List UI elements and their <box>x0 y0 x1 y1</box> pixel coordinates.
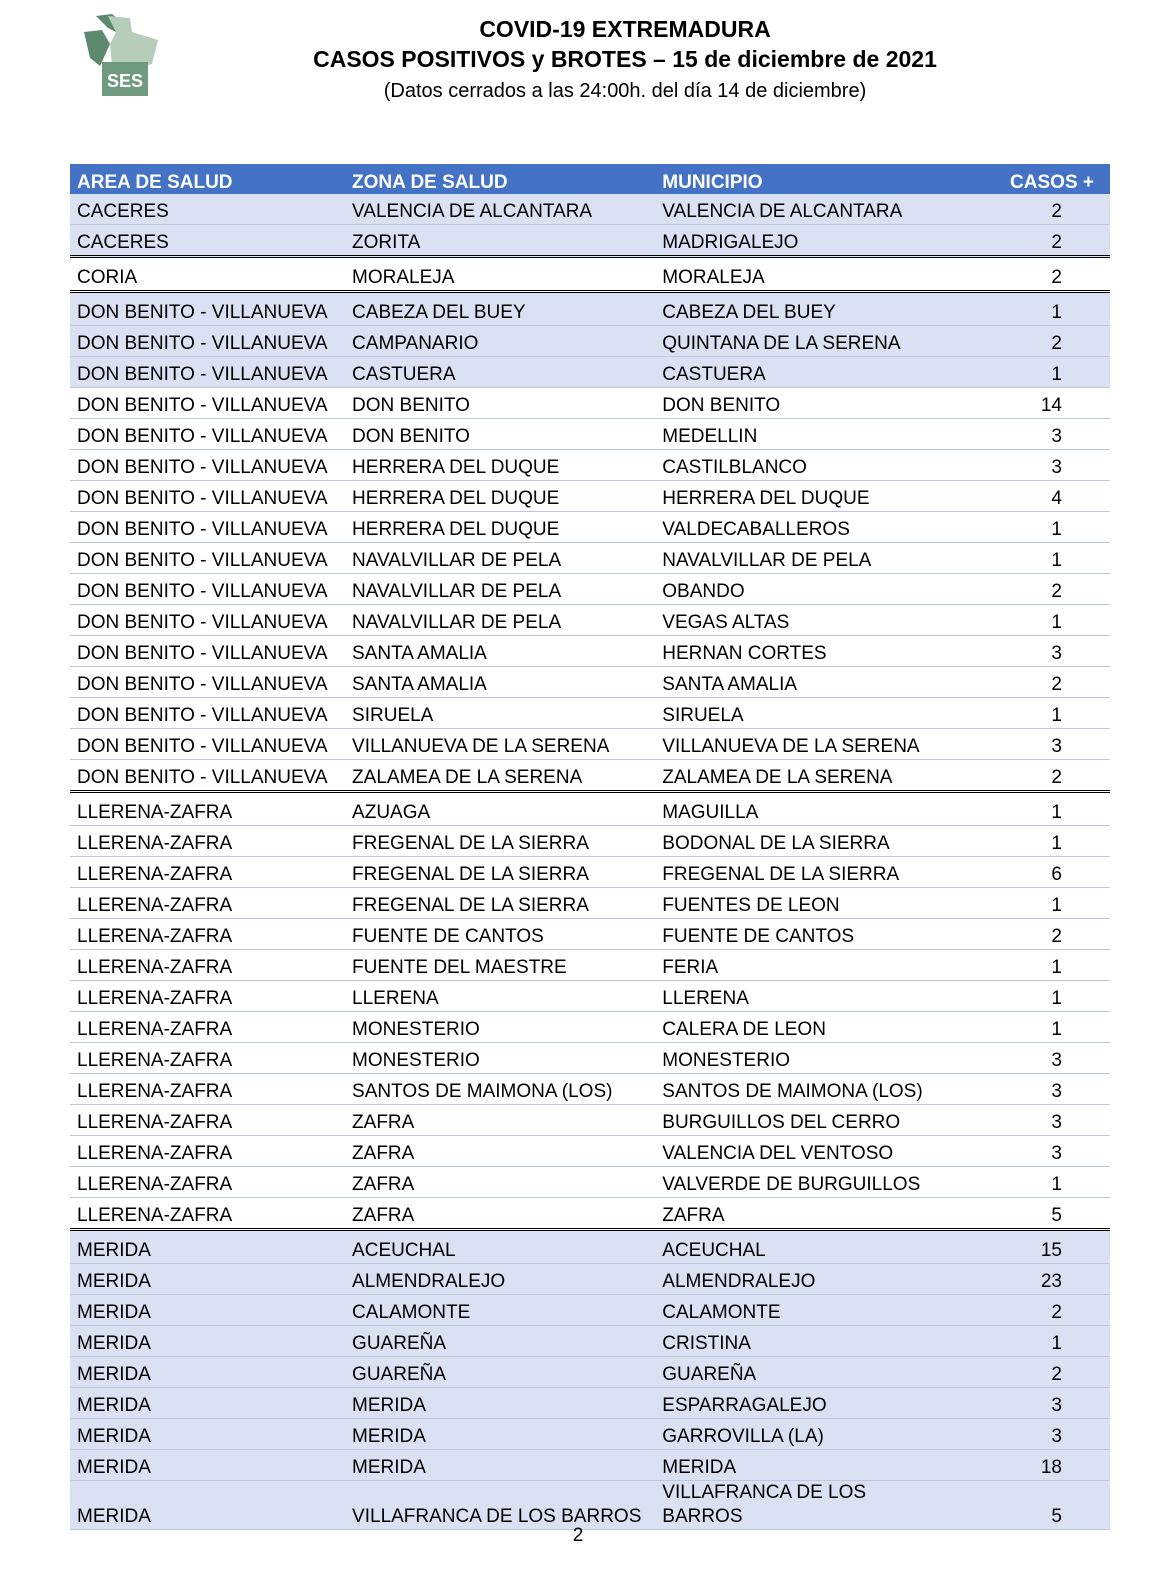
table-row <box>70 225 1110 257</box>
cell-municipio: ACEUCHAL <box>655 1230 945 1264</box>
table-row <box>70 1450 1110 1481</box>
cell-municipio: HERNAN CORTES <box>655 636 945 667</box>
table-row <box>70 1012 1110 1043</box>
page-subtitle: CASOS POSITIVOS y BROTES – 15 de diciembre de 2021 <box>313 46 937 72</box>
column-header-zona: ZONA DE SALUD <box>345 164 655 194</box>
cell-casos: 1 <box>945 981 1110 1012</box>
page-title: COVID-19 EXTREMADURA <box>479 16 771 42</box>
cell-casos: 2 <box>945 760 1110 792</box>
table-row <box>70 792 1110 826</box>
cell-zona: NAVALVILLAR DE PELA <box>345 543 655 574</box>
cell-area: DON BENITO - VILLANUEVA <box>70 419 345 450</box>
table-row <box>70 257 1110 292</box>
cell-casos: 15 <box>945 1230 1110 1264</box>
cell-casos: 3 <box>945 450 1110 481</box>
table-row <box>70 1264 1110 1295</box>
cell-municipio: MONESTERIO <box>655 1043 945 1074</box>
cell-zona: CASTUERA <box>345 357 655 388</box>
cell-area: MERIDA <box>70 1295 345 1326</box>
cell-area: LLERENA-ZAFRA <box>70 1105 345 1136</box>
cell-area: MERIDA <box>70 1357 345 1388</box>
table-row <box>70 512 1110 543</box>
cell-municipio: BODONAL DE LA SIERRA <box>655 826 945 857</box>
table-row <box>70 981 1110 1012</box>
column-header-municipio: MUNICIPIO <box>655 164 945 194</box>
table-row <box>70 1167 1110 1198</box>
cell-casos: 2 <box>945 225 1110 257</box>
cell-casos: 2 <box>945 1295 1110 1326</box>
cell-area: DON BENITO - VILLANUEVA <box>70 543 345 574</box>
cell-casos: 4 <box>945 481 1110 512</box>
table-row <box>70 1105 1110 1136</box>
cell-zona: SANTA AMALIA <box>345 636 655 667</box>
table-row <box>70 292 1110 326</box>
cell-casos: 1 <box>945 357 1110 388</box>
column-header-casos: CASOS + <box>945 164 1110 194</box>
cell-municipio: VALVERDE DE BURGUILLOS <box>655 1167 945 1198</box>
cell-zona: FUENTE DEL MAESTRE <box>345 950 655 981</box>
cell-area: DON BENITO - VILLANUEVA <box>70 388 345 419</box>
cell-area: LLERENA-ZAFRA <box>70 950 345 981</box>
cell-municipio: FREGENAL DE LA SIERRA <box>655 857 945 888</box>
cell-casos: 1 <box>945 698 1110 729</box>
cases-table <box>70 164 1110 1530</box>
cell-area: DON BENITO - VILLANUEVA <box>70 357 345 388</box>
cell-area: MERIDA <box>70 1388 345 1419</box>
table-row <box>70 1388 1110 1419</box>
cell-area: LLERENA-ZAFRA <box>70 888 345 919</box>
cell-casos: 1 <box>945 792 1110 826</box>
cell-casos: 1 <box>945 605 1110 636</box>
cell-municipio: LLERENA <box>655 981 945 1012</box>
cell-zona: DON BENITO <box>345 419 655 450</box>
table-row <box>70 1419 1110 1450</box>
cell-municipio: FUENTES DE LEON <box>655 888 945 919</box>
cell-casos: 1 <box>945 888 1110 919</box>
cell-zona: HERRERA DEL DUQUE <box>345 512 655 543</box>
table-row <box>70 729 1110 760</box>
cell-casos: 2 <box>945 257 1110 292</box>
cell-casos: 3 <box>945 419 1110 450</box>
cell-area: CORIA <box>70 257 345 292</box>
cell-area: MERIDA <box>70 1230 345 1264</box>
cell-municipio: MADRIGALEJO <box>655 225 945 257</box>
cell-zona: CABEZA DEL BUEY <box>345 292 655 326</box>
cell-area: LLERENA-ZAFRA <box>70 981 345 1012</box>
cell-casos: 1 <box>945 1167 1110 1198</box>
cell-zona: ZAFRA <box>345 1198 655 1230</box>
cell-municipio: ESPARRAGALEJO <box>655 1388 945 1419</box>
cell-casos: 2 <box>945 326 1110 357</box>
cell-casos: 3 <box>945 1074 1110 1105</box>
table-row <box>70 357 1110 388</box>
table-row <box>70 888 1110 919</box>
cell-municipio: CASTILBLANCO <box>655 450 945 481</box>
cell-area: DON BENITO - VILLANUEVA <box>70 481 345 512</box>
cell-municipio: CABEZA DEL BUEY <box>655 292 945 326</box>
cell-area: MERIDA <box>70 1450 345 1481</box>
cell-area: DON BENITO - VILLANUEVA <box>70 292 345 326</box>
logo-shape-light <box>108 16 158 70</box>
cell-zona: SIRUELA <box>345 698 655 729</box>
cell-municipio: QUINTANA DE LA SERENA <box>655 326 945 357</box>
cell-area: MERIDA <box>70 1264 345 1295</box>
cell-zona: HERRERA DEL DUQUE <box>345 481 655 512</box>
cell-casos: 2 <box>945 1357 1110 1388</box>
cell-zona: VALENCIA DE ALCANTARA <box>345 194 655 225</box>
cell-zona: VILLANUEVA DE LA SERENA <box>345 729 655 760</box>
cell-municipio: VALENCIA DE ALCANTARA <box>655 194 945 225</box>
cell-area: LLERENA-ZAFRA <box>70 792 345 826</box>
cell-municipio: OBANDO <box>655 574 945 605</box>
page-number: 2 <box>572 1525 584 1546</box>
cell-zona: GUAREÑA <box>345 1357 655 1388</box>
cell-zona: DON BENITO <box>345 388 655 419</box>
cell-casos: 1 <box>945 1326 1110 1357</box>
cell-area: DON BENITO - VILLANUEVA <box>70 729 345 760</box>
cell-zona: GUAREÑA <box>345 1326 655 1357</box>
cell-zona: SANTOS DE MAIMONA (LOS) <box>345 1074 655 1105</box>
cell-area: CACERES <box>70 194 345 225</box>
table-row <box>70 574 1110 605</box>
cell-casos: 1 <box>945 543 1110 574</box>
cell-zona: ZAFRA <box>345 1105 655 1136</box>
cell-area: MERIDA <box>70 1419 345 1450</box>
cell-area: DON BENITO - VILLANUEVA <box>70 574 345 605</box>
cell-zona: ACEUCHAL <box>345 1230 655 1264</box>
cell-municipio: CRISTINA <box>655 1326 945 1357</box>
cell-casos: 5 <box>945 1198 1110 1230</box>
logo-shape-dark-left <box>84 30 110 66</box>
logo-text: SES <box>106 71 144 91</box>
cell-municipio: ZALAMEA DE LA SERENA <box>655 760 945 792</box>
cell-municipio: VALENCIA DEL VENTOSO <box>655 1136 945 1167</box>
cell-area: CACERES <box>70 225 345 257</box>
cell-zona: MONESTERIO <box>345 1012 655 1043</box>
table-row <box>70 919 1110 950</box>
cell-zona: CALAMONTE <box>345 1295 655 1326</box>
cell-casos: 5 <box>945 1481 1110 1530</box>
table-row <box>70 1230 1110 1264</box>
cell-area: LLERENA-ZAFRA <box>70 826 345 857</box>
ses-logo-graphic <box>82 14 162 100</box>
cell-municipio: ALMENDRALEJO <box>655 1264 945 1295</box>
cell-casos: 2 <box>945 194 1110 225</box>
table-row <box>70 1326 1110 1357</box>
table-header-row <box>70 164 1110 194</box>
table-row <box>70 636 1110 667</box>
cell-municipio: MEDELLIN <box>655 419 945 450</box>
cell-zona: CAMPANARIO <box>345 326 655 357</box>
cell-casos: 18 <box>945 1450 1110 1481</box>
cell-casos: 14 <box>945 388 1110 419</box>
table-row <box>70 667 1110 698</box>
cell-municipio: FERIA <box>655 950 945 981</box>
cell-area: LLERENA-ZAFRA <box>70 1167 345 1198</box>
cell-municipio: CASTUERA <box>655 357 945 388</box>
table-row <box>70 1481 1110 1530</box>
table-row <box>70 857 1110 888</box>
cell-area: LLERENA-ZAFRA <box>70 857 345 888</box>
cell-area: LLERENA-ZAFRA <box>70 1074 345 1105</box>
cell-area: DON BENITO - VILLANUEVA <box>70 450 345 481</box>
cell-zona: NAVALVILLAR DE PELA <box>345 574 655 605</box>
cell-area: DON BENITO - VILLANUEVA <box>70 698 345 729</box>
cell-municipio: GUAREÑA <box>655 1357 945 1388</box>
table-row <box>70 826 1110 857</box>
cell-zona: MORALEJA <box>345 257 655 292</box>
cell-municipio: BURGUILLOS DEL CERRO <box>655 1105 945 1136</box>
table-row <box>70 1198 1110 1230</box>
cell-area: DON BENITO - VILLANUEVA <box>70 605 345 636</box>
ses-logo <box>82 14 162 100</box>
table-row <box>70 1295 1110 1326</box>
cell-zona: ZAFRA <box>345 1167 655 1198</box>
cell-area: DON BENITO - VILLANUEVA <box>70 636 345 667</box>
cell-area: DON BENITO - VILLANUEVA <box>70 512 345 543</box>
cell-municipio: VILLANUEVA DE LA SERENA <box>655 729 945 760</box>
table-row <box>70 450 1110 481</box>
cell-municipio: FUENTE DE CANTOS <box>655 919 945 950</box>
cell-casos: 2 <box>945 919 1110 950</box>
cell-casos: 1 <box>945 292 1110 326</box>
cell-casos: 6 <box>945 857 1110 888</box>
cell-zona: LLERENA <box>345 981 655 1012</box>
cell-zona: FREGENAL DE LA SIERRA <box>345 857 655 888</box>
table-body <box>70 194 1110 1530</box>
cell-area: DON BENITO - VILLANUEVA <box>70 326 345 357</box>
table-row <box>70 950 1110 981</box>
cell-zona: NAVALVILLAR DE PELA <box>345 605 655 636</box>
table-row <box>70 1357 1110 1388</box>
cell-municipio: VILLAFRANCA DE LOS BARROS <box>655 1481 945 1530</box>
cell-casos: 3 <box>945 729 1110 760</box>
cell-municipio: CALAMONTE <box>655 1295 945 1326</box>
cell-casos: 3 <box>945 636 1110 667</box>
table-row <box>70 760 1110 792</box>
cell-zona: MERIDA <box>345 1388 655 1419</box>
cell-municipio: MERIDA <box>655 1450 945 1481</box>
cell-zona: SANTA AMALIA <box>345 667 655 698</box>
cell-zona: FUENTE DE CANTOS <box>345 919 655 950</box>
cell-casos: 1 <box>945 826 1110 857</box>
cell-casos: 1 <box>945 1012 1110 1043</box>
column-header-area: AREA DE SALUD <box>70 164 345 194</box>
cell-casos: 2 <box>945 667 1110 698</box>
cell-area: LLERENA-ZAFRA <box>70 1136 345 1167</box>
table-row <box>70 605 1110 636</box>
cell-casos: 2 <box>945 574 1110 605</box>
cell-casos: 3 <box>945 1388 1110 1419</box>
cell-casos: 1 <box>945 512 1110 543</box>
cell-zona: ZALAMEA DE LA SERENA <box>345 760 655 792</box>
cell-zona: MERIDA <box>345 1419 655 1450</box>
cell-zona: AZUAGA <box>345 792 655 826</box>
table-row <box>70 543 1110 574</box>
cell-area: DON BENITO - VILLANUEVA <box>70 667 345 698</box>
cell-casos: 3 <box>945 1419 1110 1450</box>
header <box>255 14 995 106</box>
table-row <box>70 481 1110 512</box>
cell-municipio: GARROVILLA (LA) <box>655 1419 945 1450</box>
cell-municipio: SANTOS DE MAIMONA (LOS) <box>655 1074 945 1105</box>
table-row <box>70 419 1110 450</box>
cell-area: MERIDA <box>70 1481 345 1530</box>
data-cutoff-note: (Datos cerrados a las 24:00h. del día 14 de diciembre) <box>383 80 867 102</box>
cell-casos: 3 <box>945 1043 1110 1074</box>
cell-zona: ALMENDRALEJO <box>345 1264 655 1295</box>
cell-municipio: CALERA DE LEON <box>655 1012 945 1043</box>
cell-casos: 3 <box>945 1136 1110 1167</box>
cell-zona: ZAFRA <box>345 1136 655 1167</box>
cell-zona: MONESTERIO <box>345 1043 655 1074</box>
cell-municipio: SANTA AMALIA <box>655 667 945 698</box>
cell-casos: 1 <box>945 950 1110 981</box>
cell-zona: MERIDA <box>345 1450 655 1481</box>
cell-area: MERIDA <box>70 1326 345 1357</box>
table-row <box>70 1136 1110 1167</box>
cell-zona: VILLAFRANCA DE LOS BARROS <box>345 1481 655 1530</box>
cell-municipio: NAVALVILLAR DE PELA <box>655 543 945 574</box>
cell-municipio: ZAFRA <box>655 1198 945 1230</box>
cell-zona: ZORITA <box>345 225 655 257</box>
table-row <box>70 326 1110 357</box>
cell-municipio: VALDECABALLEROS <box>655 512 945 543</box>
cell-municipio: MORALEJA <box>655 257 945 292</box>
cell-zona: FREGENAL DE LA SIERRA <box>345 888 655 919</box>
cell-zona: FREGENAL DE LA SIERRA <box>345 826 655 857</box>
cell-municipio: DON BENITO <box>655 388 945 419</box>
table-row <box>70 698 1110 729</box>
table-row <box>70 1043 1110 1074</box>
cell-municipio: SIRUELA <box>655 698 945 729</box>
cell-casos: 3 <box>945 1105 1110 1136</box>
cell-area: LLERENA-ZAFRA <box>70 1012 345 1043</box>
table-row <box>70 194 1110 225</box>
table-row <box>70 1074 1110 1105</box>
cell-casos: 23 <box>945 1264 1110 1295</box>
cell-municipio: VEGAS ALTAS <box>655 605 945 636</box>
cell-municipio: HERRERA DEL DUQUE <box>655 481 945 512</box>
cell-area: DON BENITO - VILLANUEVA <box>70 760 345 792</box>
cell-area: LLERENA-ZAFRA <box>70 1198 345 1230</box>
cell-area: LLERENA-ZAFRA <box>70 919 345 950</box>
cell-zona: HERRERA DEL DUQUE <box>345 450 655 481</box>
cell-area: LLERENA-ZAFRA <box>70 1043 345 1074</box>
cell-municipio: MAGUILLA <box>655 792 945 826</box>
table-row <box>70 388 1110 419</box>
